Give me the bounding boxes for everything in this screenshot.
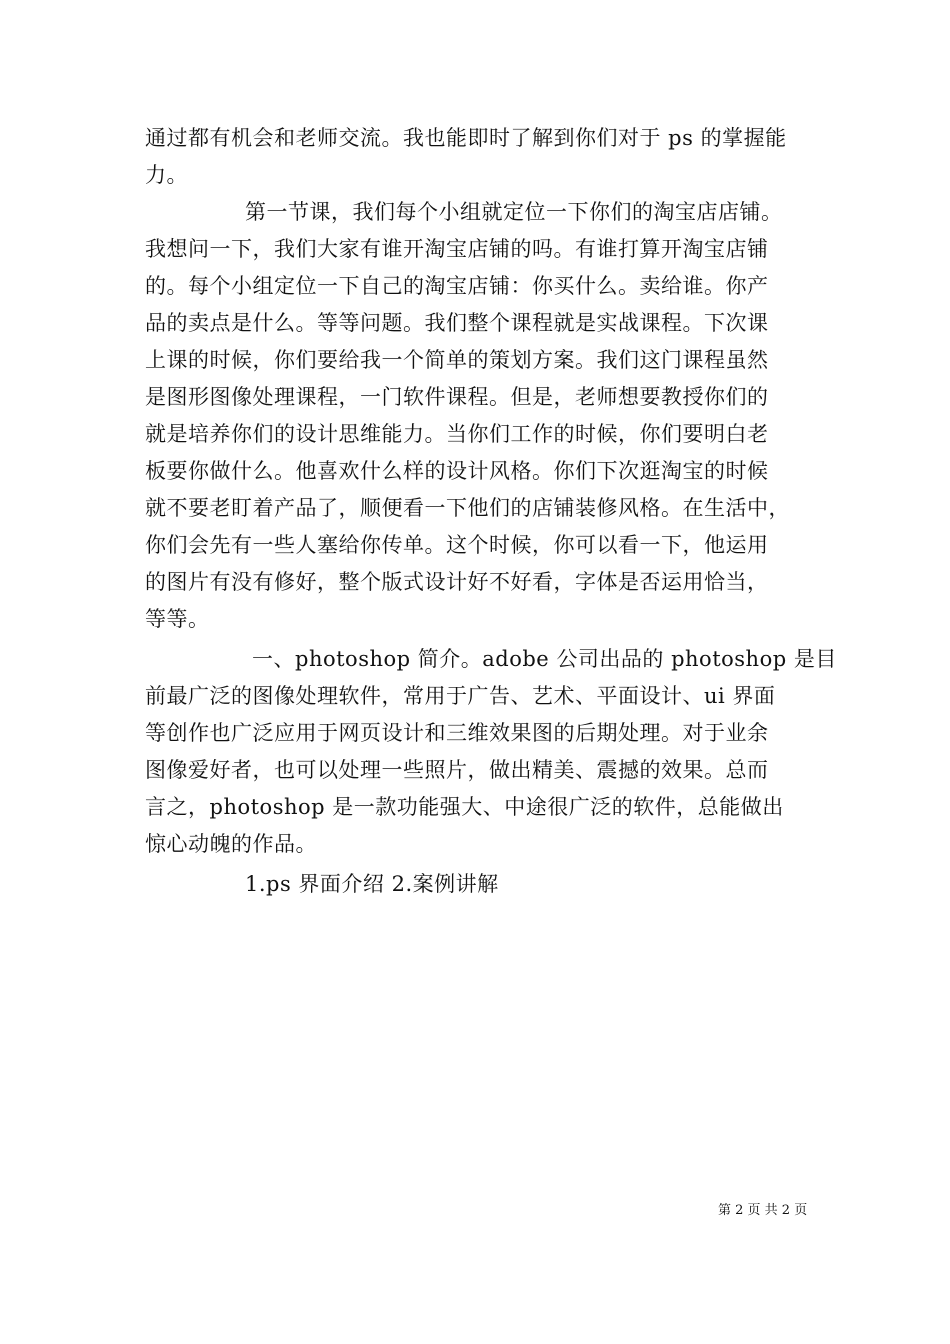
text-line: 力。 — [145, 163, 188, 187]
page-number-footer: 第 2 页 共 2 页 — [718, 1203, 808, 1218]
paragraph-first-line: 1.ps 界面介绍 2.案例讲解 — [245, 872, 499, 896]
text-line: 我想问一下，我们大家有谁开淘宝店铺的吗。有谁打算开淘宝店铺 — [145, 237, 769, 261]
text-line: 板要你做什么。他喜欢什么样的设计风格。你们下次逛淘宝的时候 — [145, 459, 769, 483]
text-line: 等创作也广泛应用于网页设计和三维效果图的后期处理。对于业余 — [145, 721, 769, 745]
text-line: 你们会先有一些人塞给你传单。这个时候，你可以看一下，他运用 — [145, 533, 769, 557]
text-line: 前最广泛的图像处理软件，常用于广告、艺术、平面设计、ui 界面 — [145, 684, 776, 708]
text-line: 上课的时候，你们要给我一个简单的策划方案。我们这门课程虽然 — [145, 348, 769, 372]
text-line: 惊心动魄的作品。 — [145, 832, 317, 856]
text-line: 就是培养你们的设计思维能力。当你们工作的时候，你们要明白老 — [145, 422, 769, 446]
text-line: 品的卖点是什么。等等问题。我们整个课程就是实战课程。下次课 — [145, 311, 769, 335]
paragraph-first-line: 第一节课，我们每个小组就定位一下你们的淘宝店店铺。 — [245, 200, 783, 224]
text-line: 的图片有没有修好，整个版式设计好不好看，字体是否运用恰当， — [145, 570, 769, 594]
text-line: 就不要老盯着产品了，顺便看一下他们的店铺装修风格。在生活中， — [145, 496, 790, 520]
text-line: 言之，photoshop 是一款功能强大、中途很广泛的软件，总能做出 — [145, 795, 784, 819]
text-line: 图像爱好者，也可以处理一些照片，做出精美、震撼的效果。总而 — [145, 758, 769, 782]
paragraph-first-line: 一、photoshop 简介。adobe 公司出品的 photoshop 是目 — [252, 647, 837, 671]
text-line: 通过都有机会和老师交流。我也能即时了解到你们对于 ps 的掌握能 — [145, 126, 787, 150]
text-line: 的。每个小组定位一下自己的淘宝店铺：你买什么。卖给谁。你产 — [145, 274, 769, 298]
text-line: 是图形图像处理课程，一门软件课程。但是，老师想要教授你们的 — [145, 385, 769, 409]
text-line: 等等。 — [145, 607, 210, 631]
